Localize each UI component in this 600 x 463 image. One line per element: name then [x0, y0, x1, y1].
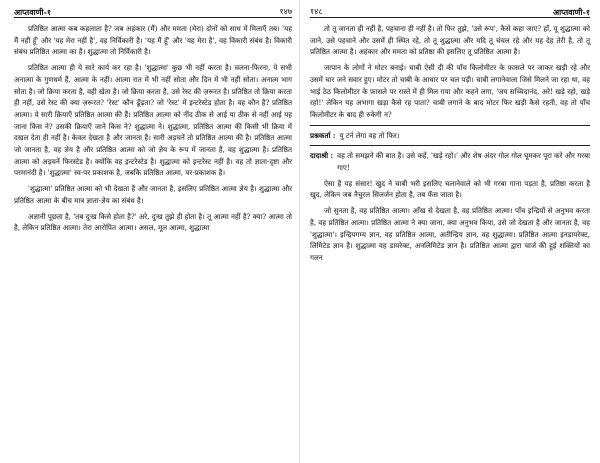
- right-paragraph-1: तो तू जानता ही नहीं है, पहचाना ही नहीं है। तो फिर तुझे, 'उसे रूप', कैसे कहा जाए? हाँ, यू शुद्धात्मा को जाने, उसे पहचाने और उसमें ही स्थित रहे, तो तू शुद्धात्मा और यदि तू चंचल रहे और यह देह तेरी है, तो तू प्रतिष्ठित आत्मा है। अहंकार और ममता को प्रतिष्ठा की इसलिए तू प्रतिष्ठित आत्मा है।: [310, 24, 590, 57]
- left-paragraph-3: 'शुद्धात्मा' प्रतिष्ठित आत्मा को भी देखता है और जानता है, इसलिए प्रतिष्ठित आत्मा ज्ञेय है। शुद्धात्मा और प्रतिष्ठित आत्मा के बीच मात्र ज्ञाता-ज्ञेय का संबंध है।: [14, 184, 292, 205]
- left-page-header: [14, 6, 292, 18]
- answer-text: वह तो समझने की बात है। उसे कहें, 'खड़े रहो।' और शेष अंदर गोल गोल घूमकर पूरा करे और गरबा गाए!: [337, 151, 590, 173]
- dialogue-top-rule: [310, 125, 590, 126]
- question-text: यु टर्न लेगा वह तो फिर।: [339, 130, 400, 140]
- left-header-title: आप्तवाणी-१: [14, 6, 52, 17]
- left-paragraph-4: अज्ञानी पूछता है, 'तब दुःख किसे होता है?' अरे, दुःख तुझे ही होता है। तू आत्मा नहीं है? क्या? आत्मा तो है, लेकिन प्रतिष्ठित आत्मा। तेरा आरोपित आत्मा। असल, मूल आत्मा, शुद्धात्मा: [14, 211, 292, 233]
- left-paragraph-2: प्रतिष्ठित आत्मा ही ये सारे कार्य कर रहा है। 'शुद्धात्मा' कुछ भी नहीं करता है। चलना-फिरना, ये सभी अनात्मा के गुणधर्म हैं, आत्मा के नहीं। आत्मा रात में भी नहीं सोता और दिन में भी नहीं सोता। अनात्म भाग सोता है। जो क्रिया करता है, वही खेता है। जो क्रिया करता है, उसे रेस्ट की ज़रूरत है। प्रतिष्ठित तो क्रिया करता ही नहीं, उसे रेस्ट की क्या ज़रूरत? 'रेस्ट' कौन ढूँढ़ता? जो 'रेस्ट' में इन्टरेस्टेड होता है। वह कौन है? प्रतिष्ठित आत्मा। ये सारी क्रियाएँ प्रतिष्ठित आत्मा की हैं। प्रतिष्ठित आत्मा को नींद ठीक से आई या ठीक से नहीं आई यह जाना किस ने? उसकी क्रियाएँ जाने किस ने? शुद्धात्मा ने। शुद्धात्मा, प्रतिष्ठित आत्मा की किसी भी क्रिया में दखल देता ही नहीं है। केवल देखता है और जानता है। सारी अड़चनें तो प्रतिष्ठित आत्मा की है। प्रतिष्ठित आत्मा जो जानता है, वह ज्ञेय है और प्रतिष्ठित आत्मा को जो ज्ञेय के रूप में जानता है, वह शुद्धात्मा है। प्रतिष्ठित आत्मा को अड़चनें फिरस्टेड है। क्योंकि वह इन्टरेस्टेड है। शुद्धात्मा को इन्टरेस्ट नहीं है। वह तो ज्ञाता-दृष्टा और परमानंदी है। 'शुद्धात्मा' स्व-पर प्रकाशक है, जबकि प्रतिष्ठित आत्मा, पर-प्रकाशक है।: [14, 63, 292, 178]
- questioner-label: प्रश्नकर्ता :: [310, 130, 336, 140]
- right-page-number: १४८: [310, 6, 323, 16]
- right-header-title: आप्तवाणी-१: [552, 6, 590, 17]
- right-page: [300, 0, 600, 463]
- right-paragraph-4: जो सुनता है, वह प्रतिष्ठित आत्मा। आँख से देखता है, वह प्रतिष्ठित आत्मा। पाँच इन्द्रियों से अनुभव करता है, वह प्रतिष्ठित आत्मा। प्रतिष्ठित आत्मा ने क्या जाना, क्या अनुभव किया, उसे जो देखता है और जानता है, वह 'शुद्धात्मा'। इन्द्रियगम्य ज्ञान, वह प्रतिष्ठित आत्मा, अतीन्द्रिय ज्ञान, वह शुद्धात्मा। प्रतिष्ठित आत्मा इनडायरेक्ट, लिमिटेड ज्ञान है। शुद्धात्मा वह डायरेक्ट, अनलिमिटेड ज्ञान है। प्रतिष्ठित आत्मा द्वारा चार्ज की हुई शक्तियों का गलन: [310, 206, 590, 262]
- left-page-number: १४७: [279, 6, 292, 16]
- dialogue-question: [310, 130, 590, 142]
- dialogue-answer: [310, 150, 590, 173]
- right-paragraph-3: ऐसा है यह संसार! खुद ने चाबी भरी इसलिए चलानेवाले को भी गरबा गाना पड़ता है, प्रतिष्ठा करता है खुद, लेकिन जब नैचुरल सिलर्जन होता है, तब फँस जाता है।: [310, 178, 590, 200]
- dialogue-mid-rule: [310, 145, 590, 146]
- dadashri-label: दादाश्री :: [310, 151, 334, 161]
- left-paragraph-1: प्रतिष्ठित आत्मा कब कहलाता है? जब अहंकार (मैं) और ममता (मेरा) दोनों को साथ में मिलाएँ तब। 'यह मैं नहीं हूँ' और 'यह मेरा नहीं है', वह निर्विकारी है। 'यह मैं हूँ' और 'यह मेरा है', वह विकारी संबंध है। विकारी संबंध प्रतिष्ठित आत्मा का है। शुद्धात्मा तो निर्विकारी है।: [14, 24, 292, 57]
- right-page-header: [310, 6, 590, 18]
- dialogue-block: [310, 125, 590, 174]
- right-paragraph-2: जापान के लोगों ने मोटर बनाई। चाबी ऐसी दी की पाँच किलोमीटर के फ़ासले पर जाकर खड़ी रहे और उसमें चार जने सवार हुए। मोटर तो चाबी के आधार पर चल पड़ी। चाबी लगानेवाला जिसे मिलने जा रहा था, वह भाई ठेठ किलोमीटर के फ़ासले पर रास्ते में ही मिल गया और कहने लगा, 'जय सच्चिदानंद, अरे! खड़े रहो, खड़े रहो!' लेकिन यह अभागा खड़ा कैसे रह पाता? चाबी लगाने के बाद मोटर फिर खड़ी कैसे रहती, वह तो पाँच किलोमीटर के बाद ही रुकेगी न?: [310, 63, 590, 119]
